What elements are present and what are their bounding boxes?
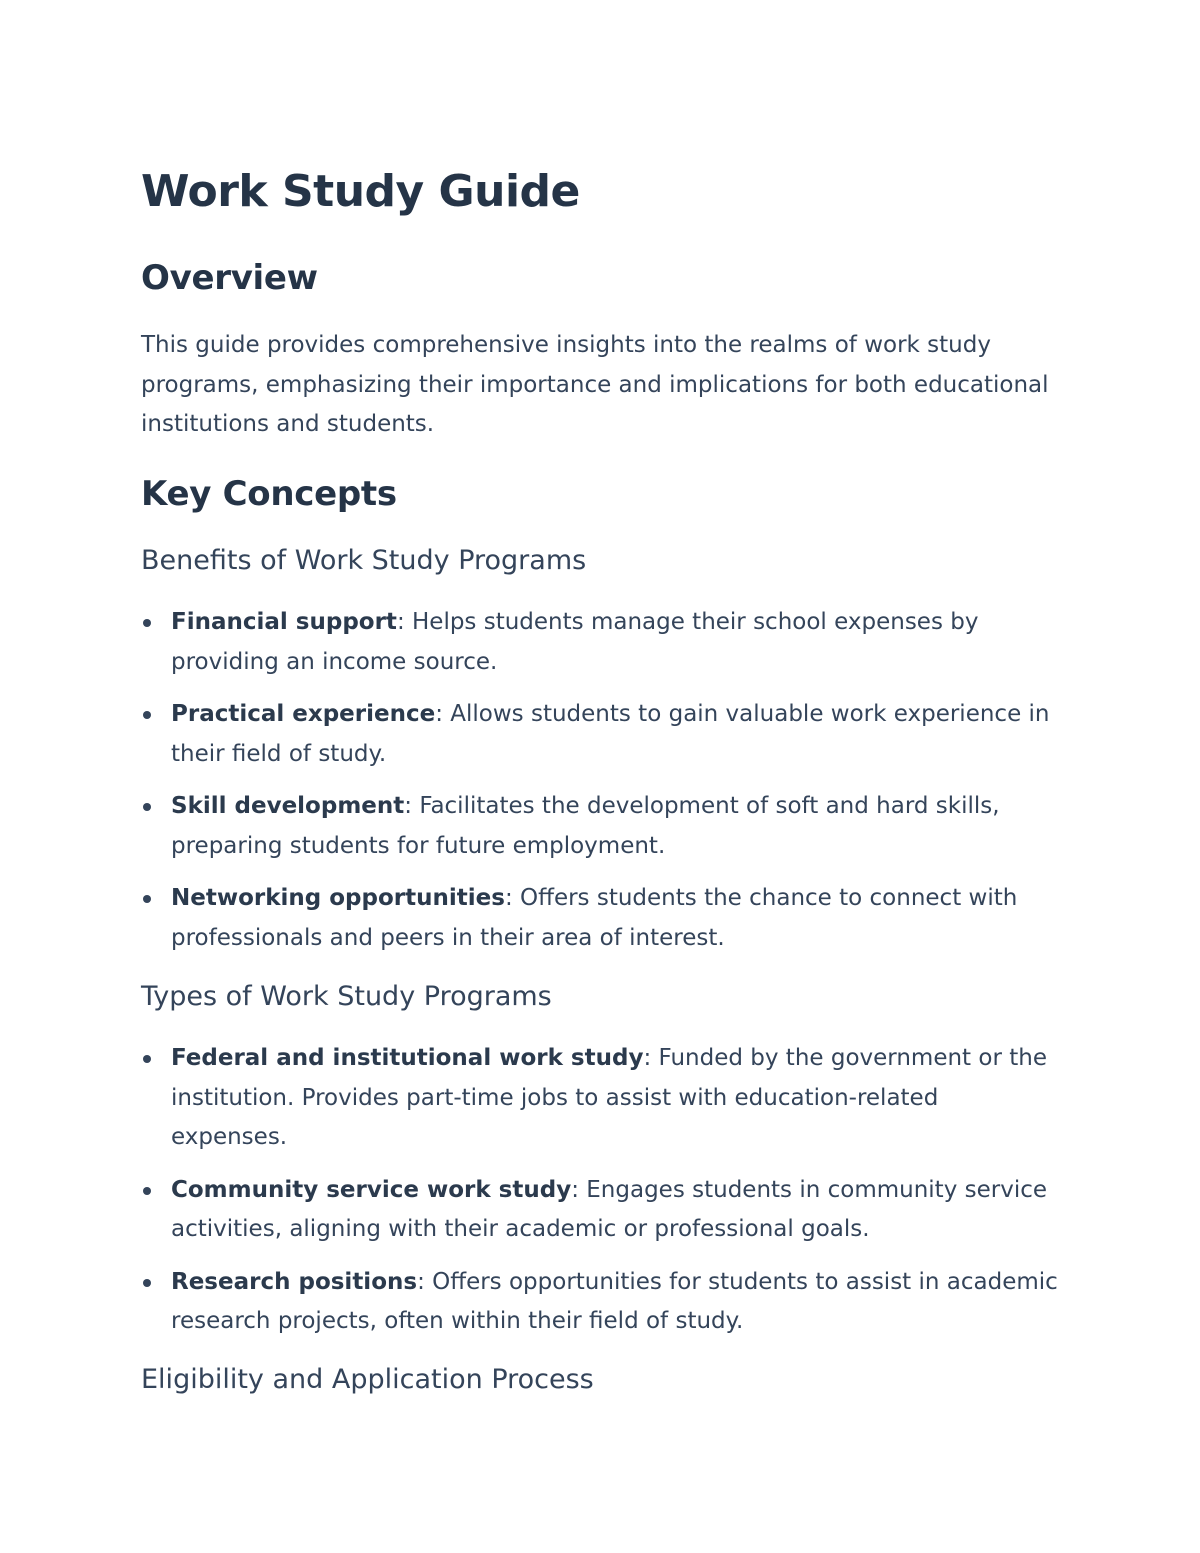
item-term: Community service work study [171,1176,572,1203]
item-term: Financial support [171,609,397,635]
item-text: : Allows students to gain valuable work experience in their field of study. [171,701,1050,767]
item-term: Networking opportunities [171,885,505,911]
eligibility-heading: Eligibility and Application Process [141,1364,594,1395]
types-heading: Types of Work Study Programs [141,981,552,1012]
list-item [141,879,1061,958]
item-text: : Funded by the government or the institution. Provides part-time jobs to assist with education-related expenses. [171,1045,1047,1150]
item-term: Practical experience [171,701,436,727]
overview-paragraph: This guide provides comprehensive insights into the realms of work study programs, emphasizing their importance and implications for both educational institutions and students. [141,332,1049,437]
item-term: Skill development [171,793,405,819]
list-item [141,1039,1061,1158]
item-term: Federal and institutional work study [171,1045,644,1071]
item-text: : Helps students manage their school expenses by providing an income source. [171,609,979,675]
benefits-list [141,603,1061,971]
bullet-icon [143,1055,151,1063]
bullet-icon [143,1187,151,1195]
item-text: : Engages students in community service activities, aligning with their academic or professional goals. [171,1176,1048,1242]
list-item [141,787,1061,866]
bullet-icon [143,803,151,811]
document-title: Work Study Guide [141,166,580,217]
item-text: : Offers students the chance to connect with professionals and peers in their area of interest. [171,885,1018,951]
item-term: Research positions [171,1268,418,1295]
item-text: : Offers opportunities for students to assist in academic research projects, often within their field of study. [171,1268,1058,1334]
benefits-heading: Benefits of Work Study Programs [141,545,587,576]
bullet-icon [143,895,151,903]
list-item [141,1263,1061,1342]
bullet-icon [143,619,151,627]
types-list [141,1039,1061,1355]
list-item [141,695,1061,774]
list-item [141,603,1061,682]
bullet-icon [143,1279,151,1287]
list-item [141,1171,1061,1250]
key-concepts-heading: Key Concepts [141,474,397,514]
overview-heading: Overview [141,258,318,298]
item-text: : Facilitates the development of soft and hard skills, preparing students for future employment. [171,793,1000,859]
bullet-icon [143,711,151,719]
